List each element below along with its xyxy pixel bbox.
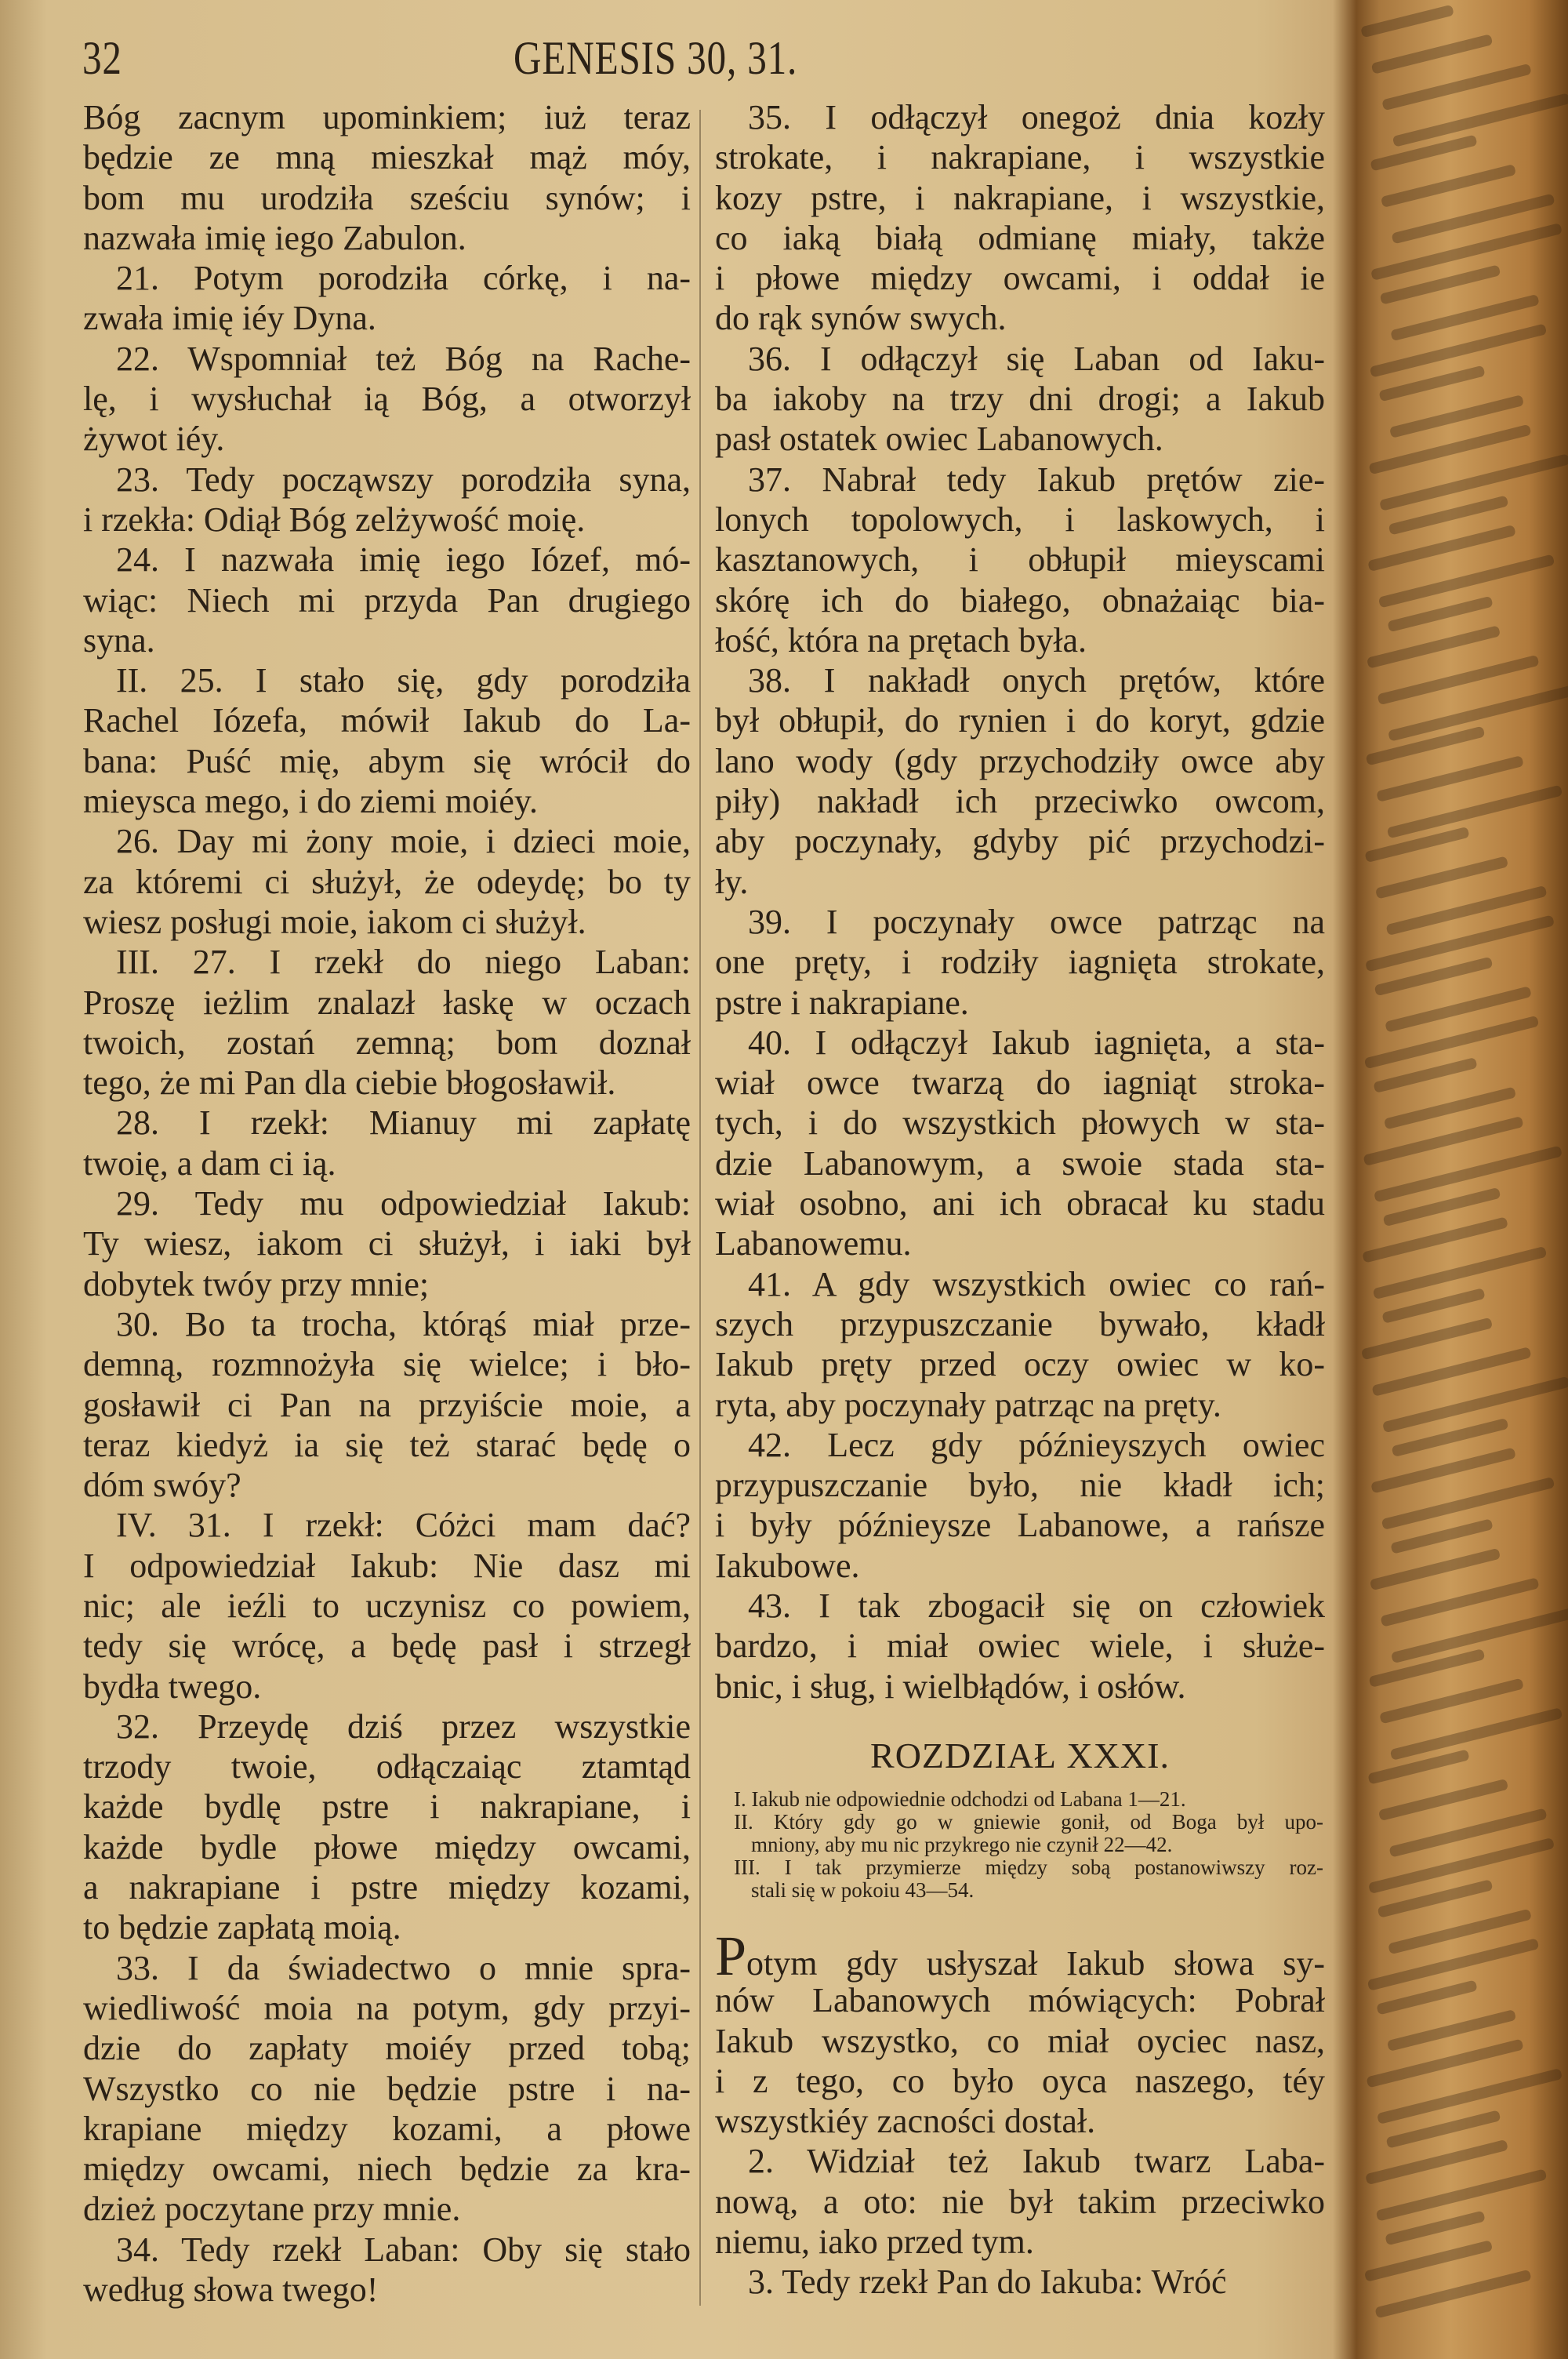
facing-page-text-smudge xyxy=(1381,64,1532,111)
verse-paragraph xyxy=(715,1023,1325,1264)
text-line: ryta, aby poczynały patrząc na pręty. xyxy=(715,1385,1221,1424)
text-line: 41. A gdy wszystkich owiec co rań- xyxy=(748,1264,1325,1303)
facing-page-text-smudge xyxy=(1370,135,1477,172)
running-head: GENESIS 30, 31. xyxy=(514,32,798,84)
verse-paragraph xyxy=(83,540,691,660)
text-line: 28. I rzekł: Mianuy mi zapłatę xyxy=(116,1103,691,1143)
text-line: Bóg zacnym upominkiem; iuż teraz xyxy=(83,98,691,136)
text-line: tedy się wrócę, a będę pasł i strzegł xyxy=(83,1627,691,1666)
summary-item xyxy=(734,1811,1323,1856)
facing-page-text-smudge xyxy=(1371,34,1494,75)
verse-paragraph xyxy=(83,1707,691,1948)
text-line: 42. Lecz gdy późnieyszych owiec xyxy=(748,1425,1325,1464)
verse-paragraph xyxy=(83,1304,691,1505)
text-line: syna. xyxy=(83,620,155,660)
facing-page-text-smudge xyxy=(1367,1749,1469,1784)
text-line: I. Iakub nie odpowiednie odchodzi od Labana 1—21. xyxy=(734,1787,1186,1811)
text-line: 34. Tedy rzekł Laban: Oby się stało xyxy=(116,2230,691,2269)
text-line: 40. I odłączył Iakub iagnięta, a sta- xyxy=(748,1023,1325,1062)
verse-paragraph xyxy=(715,2141,1325,2262)
text-line: 2. Widział też Iakub twarz Laba- xyxy=(748,2142,1325,2181)
text-line: to będzie zapłatą moią. xyxy=(83,1908,401,1947)
text-line: Iakub wszystko, co miał oyciec nasz, xyxy=(715,2021,1325,2060)
verse-paragraph xyxy=(83,1183,691,1304)
text-line: trzody twoie, odłączaiąc ztamtąd xyxy=(83,1747,691,1787)
chapter-heading: ROZDZIAŁ XXXI. xyxy=(870,1736,1170,1776)
text-line: nazwała imię iego Zabulon. xyxy=(83,218,466,257)
text-line: IV. 31. I rzekł: Cóżci mam dać? xyxy=(116,1506,691,1545)
text-line: wiał osobno, ani ich obracał ku stadu xyxy=(715,1184,1325,1223)
text-line: 23. Tedy począwszy porodziła syna, xyxy=(116,460,691,499)
text-line: 30. Bo ta trocha, którąś miał prze- xyxy=(116,1304,691,1343)
text-line: mniony, aby mu nic przykrego nie czynił 22—42. xyxy=(751,1833,1173,1856)
text-line: ba iakoby na trzy dni drogi; a Iakub xyxy=(715,380,1325,419)
text-line: II. Który gdy go w gniewie gonił, od Boga był upo- xyxy=(734,1810,1323,1834)
text-line: Ty wiesz, iakom ci służył, i iaki był xyxy=(83,1224,691,1263)
text-line: kasztanowych, i obłupił mieyscami xyxy=(715,540,1325,580)
text-line: przypuszczanie było, nie kładł ich; xyxy=(715,1466,1325,1505)
verse-paragraph xyxy=(83,97,691,258)
verse-paragraph xyxy=(83,942,691,1103)
text-line: III. 27. I rzekł do niego Laban: xyxy=(116,943,691,982)
text-line: bom mu urodziła sześciu synów; i xyxy=(83,178,691,217)
text-line: ły. xyxy=(715,862,749,901)
text-line: strokate, i nakrapiane, i wszystkie xyxy=(715,138,1325,177)
facing-page-text-smudge xyxy=(1364,2240,1493,2282)
text-line: dóm swóy? xyxy=(83,1466,241,1505)
verse-paragraph xyxy=(715,97,1325,339)
text-line: do rąk synów swych. xyxy=(715,299,1007,338)
text-line: 29. Tedy mu odpowiedział Iakub: xyxy=(116,1184,691,1223)
facing-page-text-smudge xyxy=(1367,625,1501,668)
verse-paragraph xyxy=(83,1103,691,1183)
summary-item xyxy=(734,1788,1323,1811)
drop-cap: P xyxy=(715,1925,747,1987)
text-line: gosławił ci Pan na przyiście moie, a xyxy=(83,1385,691,1424)
text-line: niemu, iako przed tym. xyxy=(715,2223,1034,2262)
text-line: demną, rozmnożyła się wielce; i bło- xyxy=(83,1345,691,1384)
verse-paragraph xyxy=(715,1425,1325,1586)
text-line: za któremi ci służył, że odeydę; bo ty xyxy=(83,862,691,901)
facing-page-text-smudge xyxy=(1374,2270,1531,2319)
facing-page-edge xyxy=(1352,0,1568,2359)
summary-item xyxy=(734,1856,1323,1902)
facing-page-text-smudge xyxy=(1360,5,1454,38)
text-line: 39. I poczynały owce patrząc na xyxy=(748,902,1325,941)
verse-paragraph xyxy=(715,460,1325,660)
text-line: będzie ze mną mieszkał mąż móy, xyxy=(83,138,691,177)
text-line: łość, która na prętach była. xyxy=(715,620,1087,660)
verse-paragraph xyxy=(83,258,691,339)
text-line: każde bydle płowe między owcami, xyxy=(83,1827,691,1866)
text-line: wiąc: Niech mi przyda Pan drugiego xyxy=(83,580,691,620)
text-line: II. 25. I stało się, gdy porodziła xyxy=(116,661,691,700)
facing-page-text-smudge xyxy=(1381,164,1516,208)
text-line: Proszę ieżlim znalazł łaskę w oczach xyxy=(83,983,691,1022)
facing-page-text-smudge xyxy=(1376,755,1524,802)
verse-paragraph xyxy=(83,339,691,460)
text-line: szych przypuszczanie bywało, kładł xyxy=(715,1304,1325,1343)
text-line: dobytek twóy przy mnie; xyxy=(83,1264,430,1303)
text-line: twoich, zostań zemną; bom doznał xyxy=(83,1023,691,1062)
text-line: twoię, a dam ci ią. xyxy=(83,1143,336,1183)
text-line: Iakub pręty przed oczy owiec w ko- xyxy=(715,1345,1325,1384)
text-line: pasł ostatek owiec Labanowych. xyxy=(715,420,1163,459)
text-line: Rachel Iózefa, mówił Iakub do La- xyxy=(83,701,691,740)
verse-paragraph xyxy=(83,821,691,942)
verse-paragraph xyxy=(715,902,1325,1023)
text-line: 35. I odłączył onegoż dnia kozły xyxy=(748,98,1325,136)
chapter-summary xyxy=(734,1788,1323,1902)
text-line: między owcami, niech będzie za kra- xyxy=(83,2150,691,2189)
text-line: nic; ale ieźli to uczynisz co powiem, xyxy=(83,1586,691,1625)
facing-page-text-smudge xyxy=(1377,655,1539,705)
text-line: aby poczynały, gdyby pić przychodzi- xyxy=(715,822,1325,861)
facing-page-text-smudge xyxy=(1361,1318,1493,1361)
text-line: żywot iéy. xyxy=(83,420,225,459)
left-column xyxy=(83,97,691,2310)
text-line: był obłupił, do rynien i do koryt, gdzie xyxy=(715,701,1325,740)
text-line: tego, że mi Pan dla ciebie błogosławił. xyxy=(83,1063,616,1103)
chapter-31-paragraphs xyxy=(715,1980,1325,2302)
text-line: tych, i do wszystkich płowych w sta- xyxy=(715,1103,1325,1143)
verse-paragraph xyxy=(83,1505,691,1706)
text-line: 32. Przeydę dziś przez wszystkie xyxy=(116,1707,691,1746)
facing-page-text-smudge xyxy=(1371,1347,1531,1397)
page-number: 32 xyxy=(82,32,122,84)
text-line: 38. I nakładł onych prętów, które xyxy=(748,661,1325,700)
right-column xyxy=(715,97,1325,1707)
text-line: lonych topolowych, i laskowych, i xyxy=(715,500,1325,539)
facing-page-text-smudge xyxy=(1365,2139,1508,2185)
text-line: bnic, i sług, i wielbłądów, i osłów. xyxy=(715,1667,1186,1706)
column-divider xyxy=(699,110,701,2306)
text-line: zwała imię iéy Dyna. xyxy=(83,299,376,338)
text-line: 36. I odłączył się Laban od Iaku- xyxy=(748,339,1325,378)
text-line: a nakrapiane i pstre między kozami, xyxy=(83,1868,691,1907)
text-line: 24. I nazwała imię iego Iózef, mó- xyxy=(116,540,691,580)
text-line: bydła twego. xyxy=(83,1667,262,1706)
facing-page-text-smudge xyxy=(1362,1216,1508,1263)
verse-paragraph xyxy=(715,2262,1325,2302)
text-line: każde bydlę pstre i nakrapiane, i xyxy=(83,1787,691,1826)
text-line: 26. Day mi żony moie, i dzieci moie, xyxy=(116,822,691,861)
text-line: i z tego, co było oyca naszego, téy xyxy=(715,2061,1325,2100)
verse-paragraph xyxy=(715,339,1325,460)
text-line: 21. Potym porodziła córkę, i na- xyxy=(116,259,691,298)
text-line: Labanowemu. xyxy=(715,1224,912,1263)
verse-paragraph xyxy=(715,1264,1325,1425)
text-line: 37. Nabrał tedy Iakub prętów zie- xyxy=(748,460,1325,499)
verse-paragraph xyxy=(83,1948,691,2230)
text-line: co iaką białą odmianę miały, także xyxy=(715,218,1325,257)
verse-paragraph xyxy=(83,2230,691,2310)
verse-paragraph xyxy=(715,1586,1325,1707)
text-line: dzież poczytane przy mnie. xyxy=(83,2190,461,2229)
text-line: kozy pstre, i nakrapiane, i wszystkie, xyxy=(715,178,1325,217)
text-line: III. I tak przymierze między sobą postanowiwszy roz- xyxy=(734,1856,1323,1879)
text-line: według słowa twego! xyxy=(83,2270,379,2310)
text-line: i były późnieysze Labanowe, a rańsze xyxy=(715,1506,1325,1545)
text-line: 3. Tedy rzekł Pan do Iakuba: Wróć xyxy=(748,2263,1227,2302)
text-line: one pręty, i rodziły iagnięta strokate, xyxy=(715,943,1325,982)
text-line: dzie Labanowym, a swoie stada sta- xyxy=(715,1143,1325,1183)
text-line: i rzekła: Odiął Bóg zelżywość moię. xyxy=(83,500,586,539)
text-line: i płowe między owcami, i oddał ie xyxy=(715,259,1325,298)
text-line: bardzo, i miał owiec wiele, i służe- xyxy=(715,1627,1325,1666)
text-line: mieysca mego, i do ziemi moiéy. xyxy=(83,782,538,821)
text-line: bana: Puść mię, abym się wrócił do xyxy=(83,741,691,780)
verse-paragraph xyxy=(715,660,1325,902)
text-line: stali się w pokoiu 43—54. xyxy=(751,1878,975,1902)
text-line: dzie do zapłaty moiéy przed tobą; xyxy=(83,2029,691,2068)
facing-page-text-smudge xyxy=(1364,827,1469,863)
text-line: Wszystko co nie będzie pstre i na- xyxy=(83,2069,691,2108)
text-line: wiesz posługi moie, iakom ci służył. xyxy=(83,902,586,941)
text-line: teraz kiedyż ia się też starać będę o xyxy=(83,1425,691,1464)
facing-page-text-smudge xyxy=(1370,1447,1516,1493)
facing-page-text-smudge xyxy=(1375,856,1508,899)
text-line: nową, a oto: nie był takim przeciwko xyxy=(715,2182,1325,2221)
text-line: krapiane między kozami, a płowe xyxy=(83,2109,691,2148)
chapter-31-text xyxy=(715,1925,1325,2303)
verse-paragraph xyxy=(715,1980,1325,2141)
text-line: skórę ich do białego, obnażaiąc bia- xyxy=(715,580,1325,620)
text-line: pstre i nakrapiane. xyxy=(715,983,969,1022)
text-line: 43. I tak zbogacił się on człowiek xyxy=(748,1586,1325,1625)
facing-page-text-smudge xyxy=(1379,1678,1524,1725)
verse-paragraph xyxy=(83,660,691,821)
text-line: Iakubowe. xyxy=(715,1546,860,1585)
facing-page-text-smudge xyxy=(1378,1779,1508,1821)
text-line xyxy=(715,1925,1325,1987)
text-line: 22. Wspomniał też Bóg na Rache- xyxy=(116,339,691,378)
facing-page-text-smudge xyxy=(1370,1548,1501,1590)
text-line: wszystkiéy zacności dostał. xyxy=(715,2102,1096,2141)
verse-paragraph xyxy=(83,460,691,540)
text-line: 33. I da świadectwo o mnie spra- xyxy=(116,1948,691,1987)
text-line: nów Labanowych mówiących: Pobrał xyxy=(715,1981,1325,2020)
text-line: lę, i wysłuchał ią Bóg, a otworzył xyxy=(83,380,691,419)
text-line: lano wody (gdy przychodziły owce aby xyxy=(715,741,1325,780)
text-line: I odpowiedział Iakub: Nie dasz mi xyxy=(83,1546,691,1585)
text-line: wiedliwość moia na potym, gdy przyi- xyxy=(83,1988,691,2027)
facing-page-text-smudge xyxy=(1380,1577,1539,1627)
text-line: piły) nakładł ich przeciwko owcom, xyxy=(715,782,1325,821)
text-line-rest: otym gdy usłyszał Iakub słowa sy- xyxy=(746,1944,1325,1983)
text-line: wiał owce twarzą do iagniąt stroka- xyxy=(715,1063,1325,1103)
